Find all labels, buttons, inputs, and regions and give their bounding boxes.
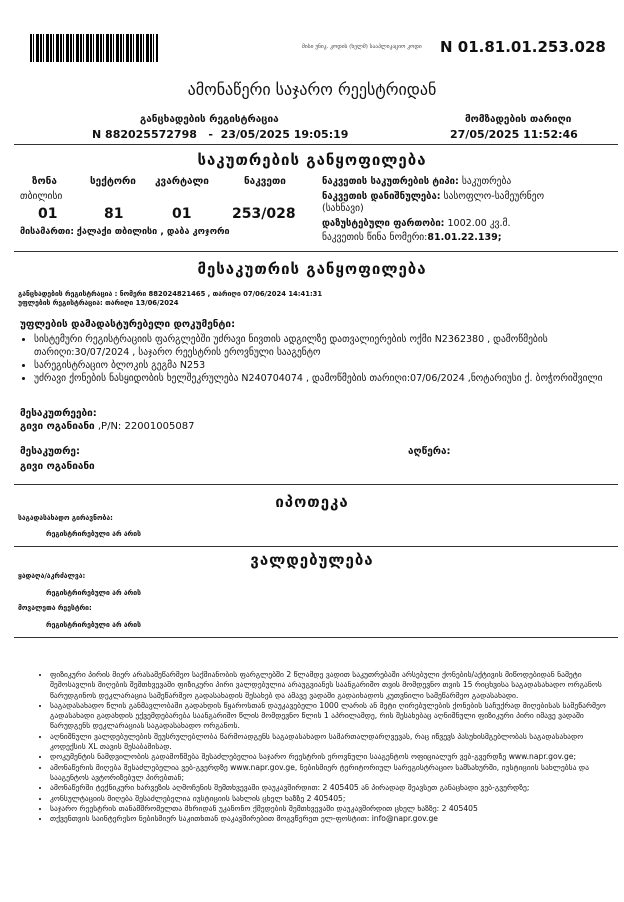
debtors-value: რეგისტრირებული არ არის (46, 621, 141, 629)
parcel-label: ნაკვეთი (244, 176, 286, 187)
obligation-section-title: ვალდებულება (250, 551, 374, 569)
list-item: • ამონაწერში ტექნიკური ხარვეზის აღმოჩენის შემთხვევაში დაუკავშირდით: 2 405405 ან პირადად შეავსეთ განაცხადი ვებ-გვერდზე; (50, 783, 616, 793)
list-item: • საგადასახადო წლის განმავლობაში გადახდის წყაროსთან დაუკავებელი 1000 ლარის ან მეტი ღირებულების ქონების საჩუქრად მიღებისას სამეწარმეო გადასახადი გადახდის ექვემდებარება საანგარიშო წლის მომდევნო წლის 1 აპრილამდე, რის შესახებაც აღნიშნული ფიზიკური პირი იმავე ვადაში წარუდგენს დეკლარაციას საგადასახადო ორგანოს. (50, 701, 616, 732)
divider (14, 144, 618, 145)
divider (14, 637, 618, 638)
prev-number-row (322, 232, 502, 243)
list-item: • აღნიშნული ვალდებულების შეუსრულებლობა წარმოადგენს საგადასახადო სამართალდარღვევას, რაც იწვევს პასუხისმგებლობას საგადასახადო კოდექსის XL თავის შესაბამისად. (50, 732, 616, 753)
purpose-row (322, 191, 544, 202)
divider (14, 484, 618, 485)
prep-date-label: მომზადების თარიღი (465, 114, 572, 125)
area-row (322, 218, 511, 229)
divider (14, 251, 618, 252)
list-item: • სარეგისტრაციო ბლოკის გეგმა N253 (34, 359, 614, 372)
app-reg-label: განცხადების რეგისტრაცია (140, 114, 279, 125)
owners-label: მესაკუთრეები: (20, 408, 97, 419)
list-item: • ფიზიკური პირის მიერ არასამეწარმეო საქმიანობის ფარგლებში 2 წლამდე ვადით საკუთრებაში არსებული ქონების/აქტივის მიწოდებიდან ნამეტი შემოსავლის მიღების შემთხვევაში ფიზიკური პირი ვალდებულია არაუგვიანეს საანგარიშო თვის მომდევნო თვის 15 რიცხვისა საგადასახადო ორგანოს წარუდგინოს დეკლარაცია სამეწარმეო გადასახადის შესახებ და ამავე ვადაში გადაიხადოს კუთვნილი სამეწარმეო გადასახადი. (50, 670, 616, 701)
address-value: ქალაქი თბილისი , დაბა კოჯორი (76, 227, 230, 237)
owner-line (20, 421, 194, 432)
purpose-value: სასოფლო-სამეურნეო (443, 191, 545, 202)
docs-list (20, 333, 614, 385)
mortgage-section-title: იპოთეკა (275, 493, 349, 511)
owner-section-title: მესაკუთრის განყოფილება (197, 260, 427, 278)
area-value: 1002.00 კვ.მ. (447, 218, 511, 229)
document-code: N 01.81.01.253.028 (440, 38, 606, 56)
mortgage-subject-value: რეგისტრირებული არ არის (46, 530, 141, 538)
barcode-icon (30, 34, 158, 62)
list-item: • უძრავი ქონების ნასყიდობის ხელშეკრულება N240704074 , დამოწმების თარიღი:07/06/2024 ,ნოტარიუსი ქ. ბოჭორიშვილი (34, 372, 614, 385)
zone-name: თბილისი (20, 191, 63, 202)
owner-right-reg-line: უფლების რეგისტრაცია: თარიღი 13/06/2024 (18, 299, 179, 307)
list-item: • დოკუმენტის ნამდვილობის გადამოწმება შესაძლებელია საჯარო რეესტრის ეროვნული სააგენტოს ოფიციალურ ვებ-გვერდზე www.napr.gov.ge; (50, 752, 616, 762)
purpose-label: ნაკვეთის დანიშნულება: (322, 191, 441, 202)
docs-label: უფლების დამადასტურებელი დოკუმენტი: (20, 319, 236, 330)
owner-pn: ,P/N: 22001005087 (94, 421, 195, 432)
owner-label: მესაკუთრე: (20, 446, 80, 457)
address-row (20, 227, 230, 237)
list-item: • თქვენთვის საინტერესო ნებისმიერ საკითხთან დაკავშირებით მოგვწერეთ ელ-ფოსტით: info@napr.gov.ge (50, 814, 616, 824)
sector-value: 81 (104, 206, 124, 222)
seizure-label: ყადაღა/აკრძალვა: (18, 572, 86, 580)
list-item: • ამონაწერის მიღება შესაძლებელია ვებ-გვერდზე www.napr.gov.ge, ნებისმიერ ტერიტორიულ სარეგისტრაციო სამსახურში, იუსტიციის სახლებსა და სააგენტოს ავტორიზებულ პირებთან; (50, 763, 616, 784)
divider (14, 546, 618, 547)
zone-value: 01 (38, 206, 58, 222)
prep-date-value: 27/05/2025 11:52:46 (450, 128, 578, 141)
quarter-label: კვარტალი (155, 176, 209, 187)
code-small-label: მისი უნიკ. კოდის (ხელმ) სააპლიკაციო კოდი (302, 44, 422, 50)
area-label: დაზუსტებული ფართობი: (322, 218, 445, 229)
prev-number-label: ნაკვეთის წინა ნომერი: (322, 232, 428, 243)
description-label: აღწერა: (408, 446, 451, 457)
mortgage-subject-label: საგადასახადო გირავნობა: (18, 514, 113, 522)
list-item: • კონსულტაციის მიღება შესაძლებელია იუსტიციის სახლის ცხელ ხაზზე 2 405405; (50, 794, 616, 804)
quarter-value: 01 (172, 206, 192, 222)
zone-label: ზონა (32, 176, 57, 187)
notes-list (38, 670, 616, 824)
list-item: • საჯარო რეესტრის თანამშრომელთა მხრიდან უკანონო ქმედების შემთხვევაში დაუკავშირდით ცხელ ხაზზე: 2 405405 (50, 804, 616, 814)
owner-name: გივი ოგანიანი (20, 421, 95, 432)
owner-name-2: გივი ოგანიანი (20, 461, 95, 472)
ownership-type-value: საკუთრება (461, 176, 512, 187)
sector-label: სექტორი (90, 176, 136, 187)
purpose-value-2: (სახნავი) (322, 203, 364, 214)
app-reg-value: N 882025572798 - 23/05/2025 19:05:19 (92, 128, 349, 141)
property-section-title: საკუთრების განყოფილება (197, 151, 427, 169)
parcel-value: 253/028 (232, 206, 296, 222)
document-title: ამონაწერი საჯარო რეესტრიდან (187, 80, 437, 99)
address-label: მისამართი: (20, 227, 74, 237)
ownership-type-row (322, 176, 511, 187)
prev-number-value: 81.01.22.139; (427, 232, 502, 243)
debtors-label: მოვალეთა რეესტრი: (18, 604, 92, 612)
ownership-type-label: ნაკვეთის საკუთრების ტიპი: (322, 176, 459, 187)
owner-app-reg-line: განცხადების რეგისტრაცია : ნომერი 882024821465 , თარიღი 07/06/2024 14:41:31 (18, 290, 323, 298)
seizure-value: რეგისტრირებული არ არის (46, 589, 141, 597)
list-item: • სისტემური რეგისტრაციის ფარგლებში უძრავი ნივთის ადგილზე დათვალიერების ოქმი N2362380 , დამოწმების თარიღი:30/07/2024 , საჯარო რეესტრის ეროვნული სააგენტო (34, 333, 614, 359)
